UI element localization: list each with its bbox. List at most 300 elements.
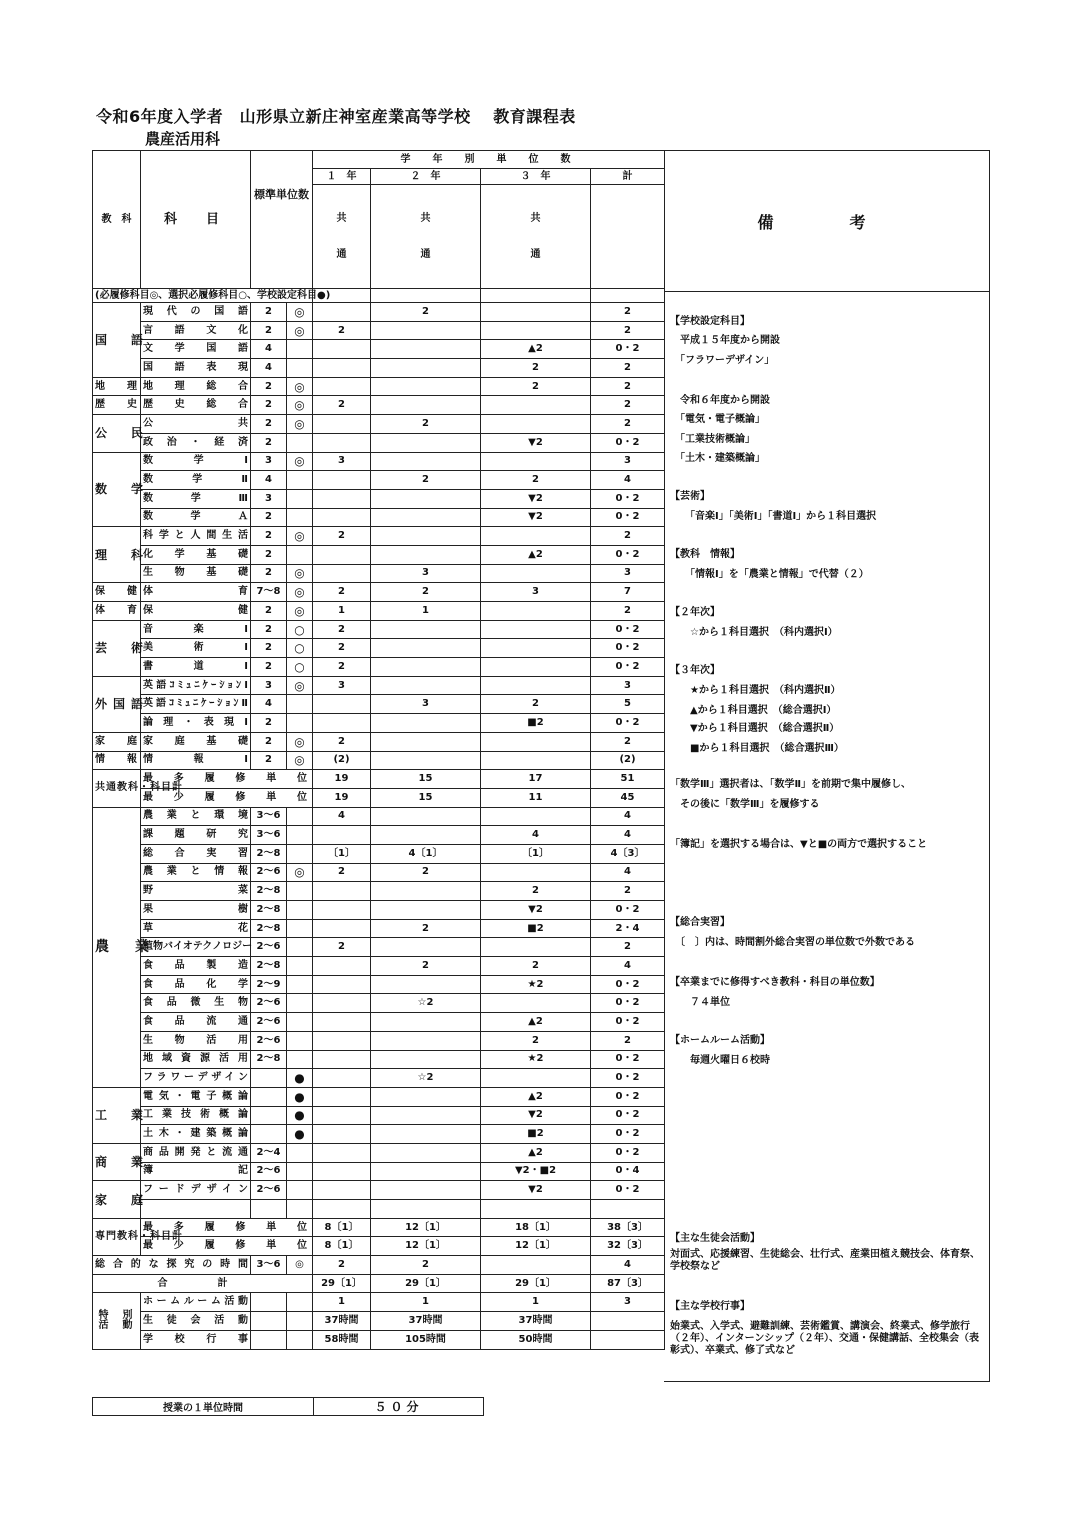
required-mark: ● — [287, 1069, 313, 1088]
standard-units: 2 — [251, 377, 287, 396]
subject-name: 生徒会活動 — [141, 1312, 251, 1331]
total-units: 0・2 — [591, 433, 665, 452]
year1-units — [313, 489, 371, 508]
year1-units — [313, 882, 371, 901]
year2-units — [371, 377, 481, 396]
year1-units: 2 — [313, 620, 371, 639]
year2-units: 3 — [371, 695, 481, 714]
year3-units: 4 — [481, 826, 591, 845]
year3-units: 1 — [481, 1293, 591, 1312]
standard-units: 2 — [251, 303, 287, 322]
subtotal-type: 最少履修単位 — [141, 1237, 313, 1256]
standard-units: 2 — [251, 545, 287, 564]
year1-units — [313, 1106, 371, 1125]
subtotal-label: 共通教科・科目計 — [93, 770, 141, 807]
year1-units: 2 — [313, 321, 371, 340]
table-row — [93, 732, 665, 751]
required-mark: ◎ — [287, 583, 313, 602]
subject-name: 商品開発と流通 — [141, 1143, 251, 1162]
category-cell: 理 科 — [93, 527, 141, 583]
header-units-by-year: 学 年 別 単 位 数 — [313, 151, 665, 169]
standard-units: 2～8 — [251, 957, 287, 976]
required-mark — [287, 844, 313, 863]
year1-units: 8〔1〕 — [313, 1218, 371, 1237]
category-cell: 特 別 活 動 — [93, 1293, 141, 1349]
remark-line: 【総合実習】 — [670, 917, 730, 928]
subject-name: 電気・電子概論 — [141, 1087, 251, 1106]
category-cell: 歴 史 — [93, 396, 141, 415]
year2-units: 1 — [371, 602, 481, 621]
table-row — [93, 751, 665, 770]
subject-name: 数学Ａ — [141, 508, 251, 527]
subject-name: 情報Ⅰ — [141, 751, 251, 770]
total-units: 5 — [591, 695, 665, 714]
table-row — [93, 1031, 665, 1050]
standard-units: 2～8 — [251, 901, 287, 920]
remark-line: 「数学Ⅲ」選択者は、「数学Ⅱ」を前期で集中履修し、 — [670, 779, 912, 790]
subject-name: 数学Ⅰ — [141, 452, 251, 471]
year2-units: 12〔1〕 — [371, 1218, 481, 1237]
table-row — [93, 340, 665, 359]
table-row — [93, 919, 665, 938]
year3-units — [481, 396, 591, 415]
category-cell: 芸 術 — [93, 620, 141, 676]
table-row — [93, 788, 665, 807]
standard-units: 2 — [251, 321, 287, 340]
subject-name: 農業と情報 — [141, 863, 251, 882]
table-row — [93, 957, 665, 976]
remark-line: 【卒業までに修得すべき教科・科目の単位数】 — [670, 977, 880, 988]
standard-units: 2～6 — [251, 1181, 287, 1200]
year1-units — [313, 471, 371, 490]
header-kyoka: 教 科 — [93, 151, 141, 289]
year2-units — [371, 1013, 481, 1032]
year1-units — [313, 433, 371, 452]
year2-units: 2 — [371, 583, 481, 602]
standard-units — [251, 1069, 287, 1088]
required-mark: ○ — [287, 658, 313, 677]
total-units: 4 — [591, 1256, 665, 1275]
year2-units — [371, 1031, 481, 1050]
standard-units — [251, 1312, 287, 1331]
subject-name: 公共 — [141, 415, 251, 434]
subject-name: 文学国語 — [141, 340, 251, 359]
year3-units — [481, 527, 591, 546]
year2-units — [371, 975, 481, 994]
header-common-3: 共 通 — [481, 185, 591, 289]
class-period-label: 授業の１単位時間 — [93, 1398, 314, 1415]
total-units: 4 — [591, 807, 665, 826]
year1-units: 2 — [313, 732, 371, 751]
year1-units: 2 — [313, 396, 371, 415]
table-row — [93, 770, 665, 789]
mark-legend: (必履修科目◎、選択必履修科目○、学校設定科目●) — [93, 289, 313, 303]
total-units: 2 — [591, 415, 665, 434]
standard-units: 4 — [251, 471, 287, 490]
standard-units: 2～6 — [251, 1031, 287, 1050]
year1-units — [313, 1069, 371, 1088]
year3-units — [481, 620, 591, 639]
standard-units: 3～6 — [251, 1256, 287, 1275]
year1-units: 37時間 — [313, 1312, 371, 1331]
standard-units: 2 — [251, 751, 287, 770]
total-units: 3 — [591, 676, 665, 695]
total-units: 2 — [591, 396, 665, 415]
required-mark — [287, 1312, 313, 1331]
table-row — [93, 1237, 665, 1256]
year1-units: 2 — [313, 527, 371, 546]
remark-line: 【教科 情報】 — [670, 549, 740, 560]
year3-units — [481, 602, 591, 621]
page-title: 令和6年度入学者 山形県立新庄神室産業高等学校 教育課程表 — [96, 107, 576, 126]
standard-units: 2～8 — [251, 844, 287, 863]
year3-units — [481, 303, 591, 322]
category-cell: 公 民 — [93, 415, 141, 452]
year1-units — [313, 1031, 371, 1050]
subject-name: 英語ｺﾐｭﾆｹｰｼｮﾝⅡ — [141, 695, 251, 714]
remark-line: 「工業技術概論」 — [670, 434, 755, 445]
standard-units: 2～8 — [251, 1050, 287, 1069]
total-units: 0・2 — [591, 639, 665, 658]
year2-units — [371, 1181, 481, 1200]
subject-name: 体育 — [141, 583, 251, 602]
department-name: 農産活用科 — [145, 130, 221, 148]
remark-line: 「電気・電子概論」 — [670, 414, 765, 425]
remark-line: 「簿記」を選択する場合は、▼と■の両方で選択すること — [670, 839, 928, 850]
year2-units: 2 — [371, 957, 481, 976]
header-year3: ３ 年 — [481, 169, 591, 185]
table-row — [93, 303, 665, 322]
total-units: 4 — [591, 863, 665, 882]
total-units: 2 — [591, 602, 665, 621]
year3-units: ▲2 — [481, 1087, 591, 1106]
subject-name: フラワーデザイン — [141, 1069, 251, 1088]
year2-units: 2 — [371, 863, 481, 882]
year3-units: 2 — [481, 471, 591, 490]
total-units: 0・2 — [591, 545, 665, 564]
year3-units — [481, 1069, 591, 1088]
year1-units — [313, 994, 371, 1013]
remark-line: 【芸術】 — [670, 491, 710, 502]
category-cell: 情 報 — [93, 751, 141, 770]
header-common-1: 共 通 — [313, 185, 371, 289]
remark-line: ★から１科目選択 （科内選択Ⅱ） — [670, 685, 841, 696]
year3-units: 2 — [481, 359, 591, 378]
table-row — [93, 938, 665, 957]
table-row — [93, 901, 665, 920]
year2-units: 4〔1〕 — [371, 844, 481, 863]
remark-line: その後に「数学Ⅲ」を履修する — [670, 799, 820, 810]
required-mark — [287, 826, 313, 845]
remark-line: 〔 〕内は、時間割外総合実習の単位数で外数である — [670, 937, 915, 948]
total-units: 3 — [591, 452, 665, 471]
year1-units: 2 — [313, 938, 371, 957]
total-units: 0・2 — [591, 340, 665, 359]
table-row — [93, 1256, 665, 1275]
total-units: 0・2 — [591, 901, 665, 920]
standard-units: 2 — [251, 527, 287, 546]
table-row — [93, 452, 665, 471]
category-cell: 工 業 — [93, 1087, 141, 1143]
category-cell: 体 育 — [93, 602, 141, 621]
standard-units: 2～6 — [251, 994, 287, 1013]
total-units: 0・2 — [591, 658, 665, 677]
year1-units — [313, 564, 371, 583]
year1-units — [313, 1087, 371, 1106]
standard-units: 2 — [251, 732, 287, 751]
year3-units: 2 — [481, 1031, 591, 1050]
subject-name: 植物バイオテクノロジー — [141, 938, 251, 957]
remark-line: 【学校設定科目】 — [670, 316, 750, 327]
required-mark: ◎ — [287, 452, 313, 471]
remark-line: 「土木・建築概論」 — [670, 453, 765, 464]
total-units: 0・2 — [591, 508, 665, 527]
total-units: 2 — [591, 359, 665, 378]
year1-units: 19 — [313, 788, 371, 807]
table-row — [93, 396, 665, 415]
total-units — [591, 1330, 665, 1349]
total-units: 2 — [591, 882, 665, 901]
year2-units — [371, 714, 481, 733]
total-units: 0・2 — [591, 994, 665, 1013]
required-mark — [287, 471, 313, 490]
total-units: 3 — [591, 1293, 665, 1312]
year2-units — [371, 527, 481, 546]
year3-units — [481, 751, 591, 770]
header-total: 計 — [591, 169, 665, 185]
table-row — [93, 695, 665, 714]
year2-units — [371, 1125, 481, 1144]
year2-units — [371, 1087, 481, 1106]
subject-name: 論理・表現Ⅰ — [141, 714, 251, 733]
subject-name — [141, 1200, 251, 1219]
year1-units — [313, 975, 371, 994]
subject-name: 果樹 — [141, 901, 251, 920]
year2-units — [371, 1106, 481, 1125]
required-mark — [287, 340, 313, 359]
year3-units: 11 — [481, 788, 591, 807]
year2-units — [371, 340, 481, 359]
subtotal-type: 最多履修単位 — [141, 1218, 313, 1237]
standard-units: 4 — [251, 359, 287, 378]
subject-name: 歴史総合 — [141, 396, 251, 415]
year3-units: 2 — [481, 695, 591, 714]
standard-units — [251, 1330, 287, 1349]
remark-line: 【３年次】 — [670, 665, 720, 676]
required-mark — [287, 359, 313, 378]
remark-line: 対面式、応援練習、生徒総会、壮行式、産業田植え競技会、体育祭、学校祭など — [670, 1249, 980, 1272]
category-cell: 商 業 — [93, 1143, 141, 1180]
year2-units — [371, 545, 481, 564]
required-mark: ◎ — [287, 751, 313, 770]
total-units: 2・4 — [591, 919, 665, 938]
year2-units: 37時間 — [371, 1312, 481, 1331]
integrated-study-label: 総合的な探究の時間 — [93, 1256, 251, 1275]
remark-line: 平成１５年度から開設 — [670, 335, 780, 346]
standard-units: 2～6 — [251, 1013, 287, 1032]
subject-name: 音楽Ⅰ — [141, 620, 251, 639]
year2-units: 2 — [371, 1256, 481, 1275]
subject-name: フードデザイン — [141, 1181, 251, 1200]
total-units: 0・2 — [591, 1125, 665, 1144]
year2-units — [371, 658, 481, 677]
year1-units: 3 — [313, 452, 371, 471]
year2-units — [371, 508, 481, 527]
year1-units: 2 — [313, 863, 371, 882]
year3-units: ▼2・■2 — [481, 1162, 591, 1181]
header-standard-units: 標準単位数 — [251, 151, 313, 289]
total-units: 4 — [591, 957, 665, 976]
total-units: 3 — [591, 564, 665, 583]
required-mark — [287, 1050, 313, 1069]
table-row — [93, 471, 665, 490]
year2-units: 15 — [371, 770, 481, 789]
standard-units: 2～6 — [251, 1162, 287, 1181]
required-mark: ◎ — [287, 396, 313, 415]
table-row — [93, 1330, 665, 1349]
year2-units — [371, 1200, 481, 1219]
year3-units — [481, 807, 591, 826]
year2-units — [371, 359, 481, 378]
year3-units — [481, 639, 591, 658]
table-row — [93, 545, 665, 564]
subject-name: 数学Ⅱ — [141, 471, 251, 490]
subject-name: 国語表現 — [141, 359, 251, 378]
required-mark: ◎ — [287, 863, 313, 882]
year3-units — [481, 321, 591, 340]
required-mark: ◎ — [287, 377, 313, 396]
total-units: 2 — [591, 732, 665, 751]
total-units: 0・2 — [591, 975, 665, 994]
standard-units: 2 — [251, 415, 287, 434]
year1-units: 58時間 — [313, 1330, 371, 1349]
year2-units — [371, 452, 481, 471]
standard-units: 2 — [251, 639, 287, 658]
year3-units: ▲2 — [481, 1013, 591, 1032]
year3-units: ▼2 — [481, 508, 591, 527]
header-common-2: 共 通 — [371, 185, 481, 289]
required-mark — [287, 695, 313, 714]
year1-units: 〔1〕 — [313, 844, 371, 863]
total-units — [591, 1312, 665, 1331]
required-mark — [287, 1143, 313, 1162]
year1-units: 2 — [313, 1256, 371, 1275]
subject-name: 簿記 — [141, 1162, 251, 1181]
subject-name: 課題研究 — [141, 826, 251, 845]
year3-units: 2 — [481, 957, 591, 976]
table-row — [93, 994, 665, 1013]
table-row — [93, 807, 665, 826]
standard-units: 2～8 — [251, 882, 287, 901]
standard-units: 7～8 — [251, 583, 287, 602]
required-mark — [287, 957, 313, 976]
table-row — [93, 863, 665, 882]
total-units: 2 — [591, 321, 665, 340]
remarks-panel — [664, 150, 990, 1382]
table-row — [93, 602, 665, 621]
year3-units: ▼2 — [481, 901, 591, 920]
table-row — [93, 1013, 665, 1032]
year1-units: (2) — [313, 751, 371, 770]
standard-units: 2 — [251, 564, 287, 583]
total-units: 0・2 — [591, 1069, 665, 1088]
year1-units — [313, 919, 371, 938]
year1-units — [313, 826, 371, 845]
subject-name: 現代の国語 — [141, 303, 251, 322]
year2-units: 29〔1〕 — [371, 1274, 481, 1293]
remark-line: 【主な学校行事】 — [670, 1301, 750, 1312]
class-period-box — [92, 1397, 484, 1416]
year2-units: 1 — [371, 1293, 481, 1312]
subject-name: 地域資源活用 — [141, 1050, 251, 1069]
table-row — [93, 620, 665, 639]
year3-units: ▼2 — [481, 1106, 591, 1125]
year2-units: 15 — [371, 788, 481, 807]
table-row — [93, 882, 665, 901]
year3-units: ■2 — [481, 1125, 591, 1144]
required-mark — [287, 489, 313, 508]
table-row — [93, 1143, 665, 1162]
subject-name: 草花 — [141, 919, 251, 938]
table-row — [93, 1069, 665, 1088]
table-row — [93, 433, 665, 452]
standard-units: 2～4 — [251, 1143, 287, 1162]
total-units: 2 — [591, 1031, 665, 1050]
subject-name: 生物活用 — [141, 1031, 251, 1050]
required-mark: ◎ — [287, 303, 313, 322]
table-row — [93, 1200, 665, 1219]
remark-line: ▲から１科目選択 （総合選択Ⅰ） — [670, 705, 837, 716]
year2-units: 2 — [371, 471, 481, 490]
total-units: 45 — [591, 788, 665, 807]
subject-name: 英語ｺﾐｭﾆｹｰｼｮﾝⅠ — [141, 676, 251, 695]
required-mark: ◎ — [287, 602, 313, 621]
year2-units — [371, 751, 481, 770]
grand-total-label: 合 計 — [93, 1274, 313, 1293]
standard-units — [251, 1087, 287, 1106]
required-mark — [287, 545, 313, 564]
table-row — [93, 639, 665, 658]
subject-name: 科学と人間生活 — [141, 527, 251, 546]
remark-line: 毎週火曜日６校時 — [670, 1055, 770, 1066]
total-units: 2 — [591, 377, 665, 396]
year3-units — [481, 676, 591, 695]
year1-units — [313, 957, 371, 976]
required-mark: ◎ — [287, 732, 313, 751]
curriculum-table — [92, 150, 665, 1350]
subtotal-type: 最少履修単位 — [141, 788, 313, 807]
required-mark: ◎ — [287, 415, 313, 434]
header-kamoku: 科 目 — [141, 151, 251, 289]
table-row — [93, 1087, 665, 1106]
table-row — [93, 1106, 665, 1125]
year1-units: 1 — [313, 602, 371, 621]
table-row — [93, 975, 665, 994]
total-units: 0・2 — [591, 620, 665, 639]
year1-units — [313, 901, 371, 920]
year3-units: 17 — [481, 770, 591, 789]
table-row — [93, 1125, 665, 1144]
required-mark: ● — [287, 1106, 313, 1125]
total-units — [591, 1200, 665, 1219]
year2-units — [371, 676, 481, 695]
total-units: 0・2 — [591, 1013, 665, 1032]
subject-name: 学校行事 — [141, 1330, 251, 1349]
year1-units: 1 — [313, 1293, 371, 1312]
year1-units — [313, 1162, 371, 1181]
subject-name: 美術Ⅰ — [141, 639, 251, 658]
year2-units — [371, 1143, 481, 1162]
